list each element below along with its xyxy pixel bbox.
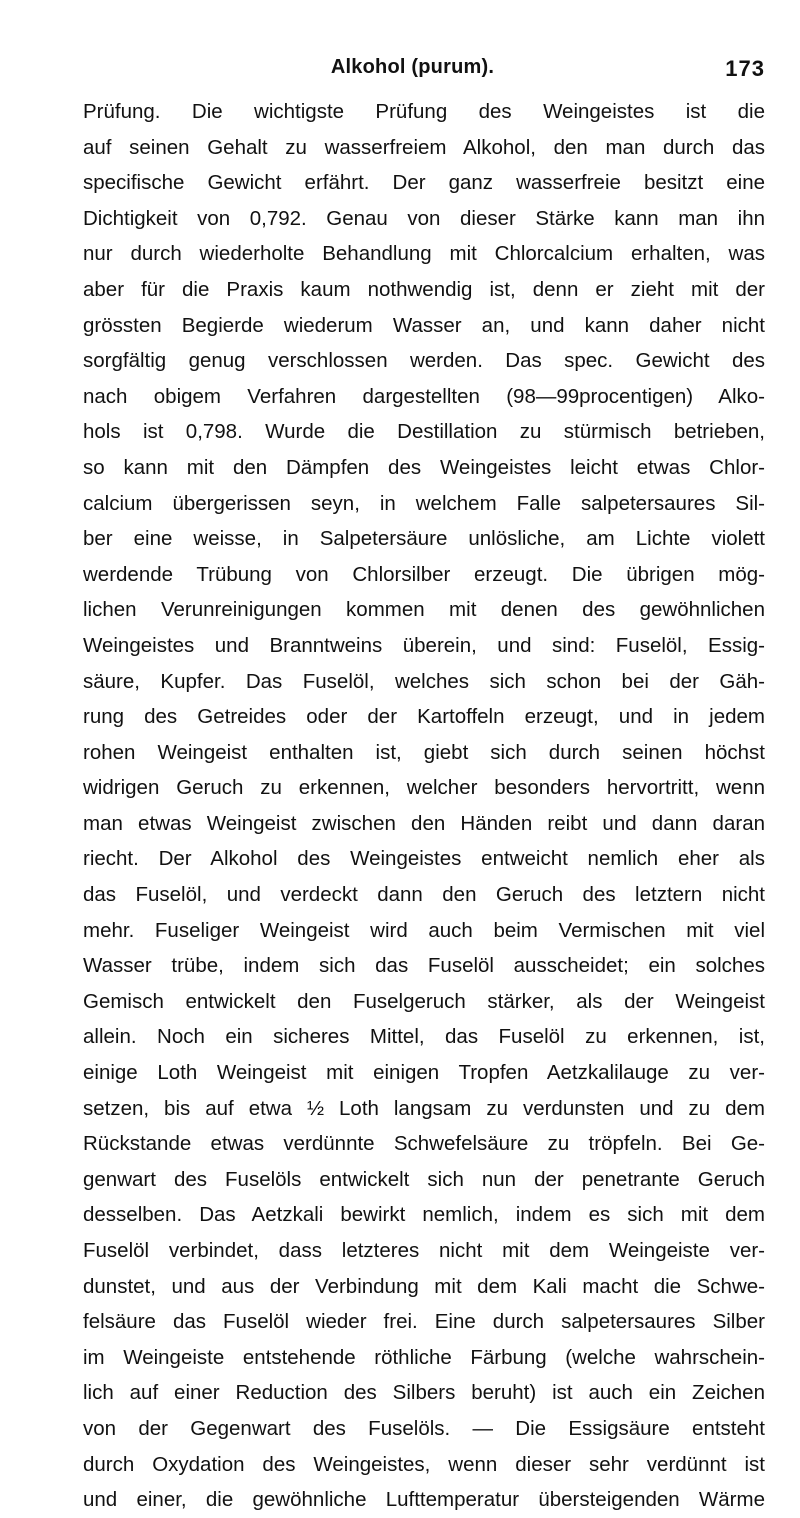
text-line: calcium übergerissen seyn, in welchem Falle salpetersaures Sil-	[83, 491, 765, 515]
text-line: nur durch wiederholte Behandlung mit Chlorcalcium erhalten, was	[83, 242, 765, 266]
text-line: setzen, bis auf etwa ½ Loth langsam zu verdunsten und zu dem	[83, 1096, 765, 1120]
text-line: das Fuselöl, und verdeckt dann den Geruch des letztern nicht	[83, 883, 765, 907]
body-text	[83, 94, 765, 1518]
text-line: sorgfältig genug verschlossen werden. Das spec. Gewicht des	[83, 349, 765, 373]
text-line: dunstet, und aus der Verbindung mit dem Kali macht die Schwe-	[83, 1274, 765, 1298]
text-line: felsäure das Fuselöl wieder frei. Eine durch salpetersaures Silber	[83, 1310, 765, 1334]
text-line: desselben. Das Aetzkali bewirkt nemlich, indem es sich mit dem	[83, 1203, 765, 1227]
text-line: riecht. Der Alkohol des Weingeistes entweicht nemlich eher als	[83, 847, 765, 871]
text-line: genwart des Fuselöls entwickelt sich nun der penetrante Geruch	[83, 1167, 765, 1191]
text-line: nach obigem Verfahren dargestellten (98—99procentigen) Alko-	[83, 384, 765, 408]
text-line: ber eine weisse, in Salpetersäure unlösliche, am Lichte violett	[83, 527, 765, 551]
text-line: man etwas Weingeist zwischen den Händen reibt und dann daran	[83, 811, 765, 835]
page-number: 173	[725, 56, 765, 81]
text-line: Wasser trübe, indem sich das Fuselöl ausscheidet; ein solches	[83, 954, 765, 978]
text-line: rung des Getreides oder der Kartoffeln erzeugt, und in jedem	[83, 705, 765, 729]
text-line: widrigen Geruch zu erkennen, welcher besonders hervortritt, wenn	[83, 776, 765, 800]
text-line: im Weingeiste entstehende röthliche Färbung (welche wahrschein-	[83, 1345, 765, 1369]
text-line: hols ist 0,798. Wurde die Destillation zu stürmisch betrieben,	[83, 420, 765, 444]
text-line: lichen Verunreinigungen kommen mit denen des gewöhnlichen	[83, 598, 765, 622]
text-line: auf seinen Gehalt zu wasserfreiem Alkohol, den man durch das	[83, 135, 765, 159]
text-line: Gemisch entwickelt den Fuselgeruch stärker, als der Weingeist	[83, 989, 765, 1013]
running-head	[60, 56, 765, 84]
text-line: Fuselöl verbindet, dass letzteres nicht mit dem Weingeiste ver-	[83, 1239, 765, 1262]
text-line: lich auf einer Reduction des Silbers beruht) ist auch ein Zeichen	[83, 1381, 765, 1405]
text-line: Prüfung. Die wichtigste Prüfung des Weingeistes ist die	[83, 100, 765, 123]
text-line: aber für die Praxis kaum nothwendig ist, denn er zieht mit der	[83, 277, 765, 301]
text-line: so kann mit den Dämpfen des Weingeistes leicht etwas Chlor-	[83, 455, 765, 479]
text-line: mehr. Fuseliger Weingeist wird auch beim Vermischen mit viel	[83, 918, 765, 942]
text-line: werdende Trübung von Chlorsilber erzeugt. Die übrigen mög-	[83, 562, 765, 586]
text-line: und einer, die gewöhnliche Lufttemperatur übersteigenden Wärme	[83, 1488, 765, 1512]
text-line: grössten Begierde wiederum Wasser an, und kann daher nicht	[83, 313, 765, 337]
text-line: Rückstande etwas verdünnte Schwefelsäure zu tröpfeln. Bei Ge-	[83, 1132, 765, 1156]
text-line: specifische Gewicht erfährt. Der ganz wasserfreie besitzt eine	[83, 171, 765, 195]
running-title: Alkohol (purum).	[330, 56, 495, 78]
text-line: rohen Weingeist enthalten ist, giebt sich durch seinen höchst	[83, 740, 765, 764]
text-line: Dichtigkeit von 0,792. Genau von dieser Stärke kann man ihn	[83, 206, 765, 230]
text-line: säure, Kupfer. Das Fuselöl, welches sich schon bei der Gäh-	[83, 669, 765, 693]
text-line: durch Oxydation des Weingeistes, wenn dieser sehr verdünnt ist	[83, 1452, 765, 1476]
text-line: von der Gegenwart des Fuselöls. — Die Essigsäure entsteht	[83, 1416, 765, 1440]
text-line: einige Loth Weingeist mit einigen Tropfen Aetzkalilauge zu ver-	[83, 1061, 765, 1085]
text-line: Weingeistes und Branntweins überein, und sind: Fuselöl, Essig-	[83, 633, 765, 657]
text-line: allein. Noch ein sicheres Mittel, das Fuselöl zu erkennen, ist,	[83, 1025, 765, 1049]
